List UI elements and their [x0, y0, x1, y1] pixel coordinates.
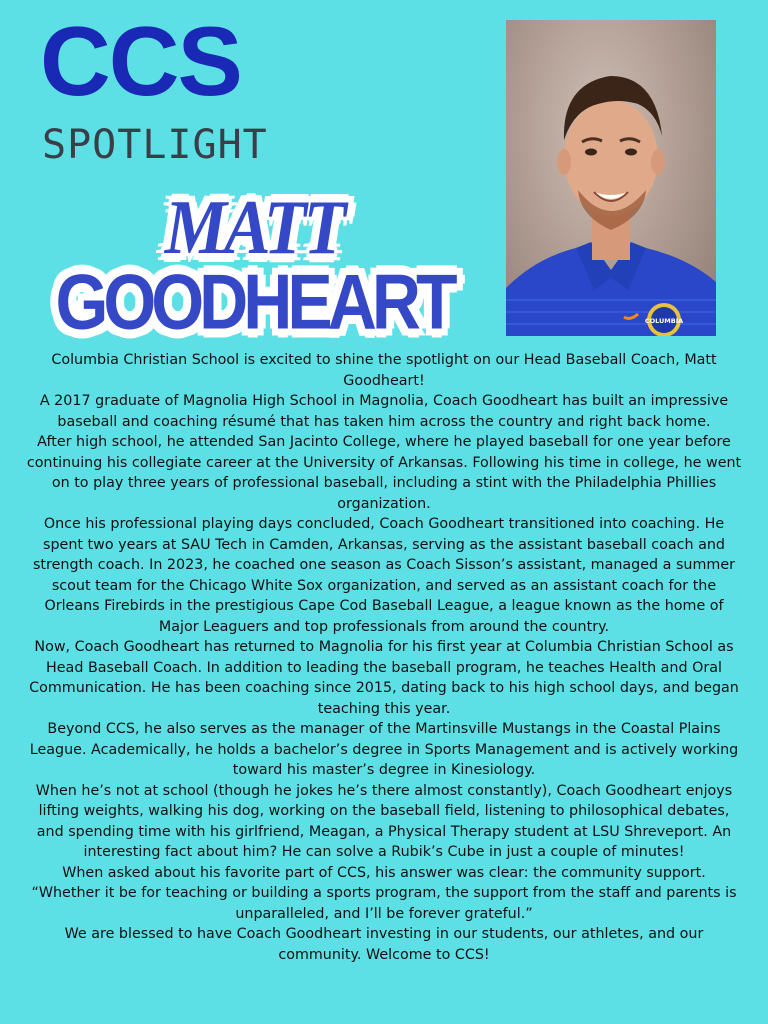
article-paragraph: When he’s not at school (though he jokes he’s there almost constantly), Coach Goodheart enjoys lifting weights, walking his dog, working on the baseball field, listening to philosophical debates, and spending time with his girlfriend, Meagan, a Physical Therapy student at LSU Shreveport. An interesting fact about him? He can solve a Rubik’s Cube in just a couple of minutes!: [35, 782, 733, 860]
article-paragraph: Now, Coach Goodheart has returned to Magnolia for his first year at Columbia Christian School as Head Baseball Coach. In addition to leading the baseball program, he teaches Health and Oral Communication. He has been coaching since 2015, dating back to his high school days, and began teaching this year.: [29, 639, 739, 717]
coach-portrait-photo: [506, 20, 716, 336]
shirt-logo-text: COLUMBIA: [644, 317, 684, 325]
spotlight-article: [26, 350, 742, 965]
article-paragraph: After high school, he attended San Jacinto College, where he played baseball for one year before continuing his collegiate career at the University of Arkansas. Following his time in college, he went on to play three years of professional baseball, including a stint with the Philadelphia Phillies organization.: [26, 434, 742, 512]
portrait-photo-icon: [506, 20, 716, 336]
coach-last-name: GOODHEART: [55, 258, 453, 346]
article-paragraph: When asked about his favorite part of CCS, his answer was clear: the community support. “Whether it be for teaching or building a sports program, the support from the staff and parents is unparalleled, and I’ll be forever grateful.”: [31, 864, 737, 922]
brand-title: CCS: [40, 6, 241, 116]
spotlight-subtitle: SPOTLIGHT: [42, 122, 268, 168]
article-paragraph: Once his professional playing days concluded, Coach Goodheart transitioned into coaching. He spent two years at SAU Tech in Camden, Arkansas, serving as the assistant baseball coach and strength coach. In 2023, he coached one season as Coach Sisson’s assistant, managed a summer scout team for the Chicago White Sox organization, and served as an assistant coach for the Orleans Firebirds in the prestigious Cape Cod Baseball League, a league known as the home of Major Leaguers and top professionals from around the country.: [32, 516, 736, 635]
coach-first-name: MATT: [164, 186, 344, 271]
article-paragraph: Columbia Christian School is excited to shine the spotlight on our Head Baseball Coach, Matt Goodheart!: [51, 352, 717, 389]
coach-name-heading: [14, 186, 494, 346]
article-paragraph: We are blessed to have Coach Goodheart investing in our students, our athletes, and our community. Welcome to CCS!: [64, 926, 704, 963]
article-paragraph: A 2017 graduate of Magnolia High School in Magnolia, Coach Goodheart has built an impressive baseball and coaching résumé that has taken him across the country and right back home.: [39, 393, 729, 430]
article-paragraph: Beyond CCS, he also serves as the manager of the Martinsville Mustangs in the Coastal Plains League. Academically, he holds a bachelor’s degree in Sports Management and is actively working toward his master’s degree in Kinesiology.: [29, 721, 739, 778]
